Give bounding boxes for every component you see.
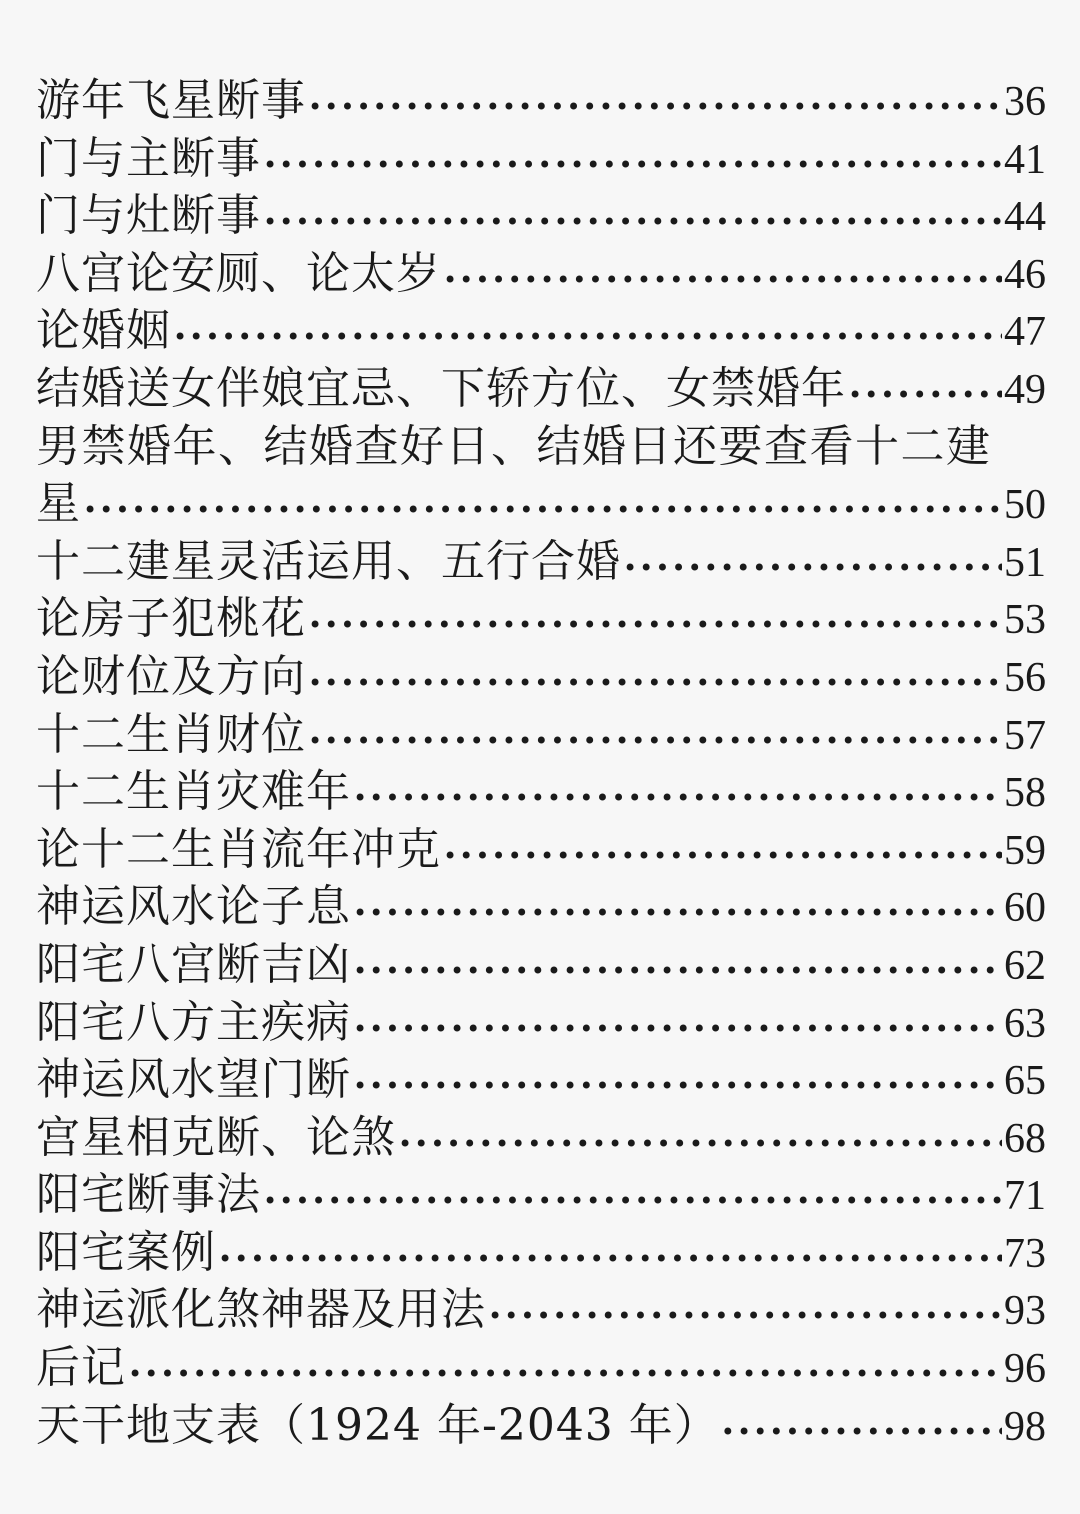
toc-entry xyxy=(36,187,1046,245)
toc-entry-page: 62 xyxy=(1004,942,1046,989)
toc-entry-title: 八宫论安厕、论太岁 xyxy=(36,247,441,299)
toc-entry-title: 结婚送女伴娘宜忌、下轿方位、女禁婚年 xyxy=(36,362,846,414)
toc-entry-page: 41 xyxy=(1004,136,1046,183)
toc-entry xyxy=(36,648,1046,706)
toc-entry-page: 56 xyxy=(1004,654,1046,701)
toc-entry-page: 93 xyxy=(1004,1288,1046,1335)
toc-entry-page: 68 xyxy=(1004,1115,1046,1162)
toc-entry-title: 阳宅断事法 xyxy=(36,1169,261,1221)
toc-entry xyxy=(36,1281,1046,1339)
dot-leader xyxy=(848,367,1002,425)
dot-leader xyxy=(308,713,1002,771)
toc-entry-title: 神运风水论子息 xyxy=(36,881,351,933)
dot-leader xyxy=(353,1001,1002,1059)
dot-leader xyxy=(398,1116,1002,1174)
toc-entry-page: 98 xyxy=(1004,1403,1046,1450)
toc-entry-wrapped-line xyxy=(36,418,1046,476)
toc-entry-page: 47 xyxy=(1004,309,1046,356)
dot-leader xyxy=(308,597,1002,655)
toc-entry-page: 36 xyxy=(1004,79,1046,125)
toc-entry-title: 宫星相克断、论煞 xyxy=(36,1111,396,1163)
toc-entry-page: 49 xyxy=(1004,366,1046,413)
toc-entry-title: 十二建星灵活运用、五行合婚 xyxy=(36,535,621,587)
dot-leader xyxy=(443,828,1002,886)
toc-entry-page: 65 xyxy=(1004,1058,1046,1105)
toc-entry xyxy=(36,245,1046,303)
toc-entry-title: 论婚姻 xyxy=(36,305,171,357)
toc-entry xyxy=(36,130,1046,188)
toc-entry-page: 58 xyxy=(1004,770,1046,817)
toc-entry-title: 论十二生肖流年冲克 xyxy=(36,823,441,875)
toc-entry-title: 论财位及方向 xyxy=(36,650,306,702)
toc-entry xyxy=(36,1166,1046,1224)
toc-entry-title: 阳宅案例 xyxy=(36,1226,216,1278)
toc-entry xyxy=(36,1339,1046,1397)
dot-leader xyxy=(353,943,1002,1001)
toc-entry-page: 63 xyxy=(1004,1000,1046,1047)
toc-entry xyxy=(36,821,1046,879)
dot-leader xyxy=(263,194,1002,252)
toc-entry xyxy=(36,475,1046,533)
toc-entry xyxy=(36,302,1046,360)
toc-entry-title: 阳宅八宫断吉凶 xyxy=(36,938,351,990)
toc-entry xyxy=(36,590,1046,648)
toc-entry-title: 后记 xyxy=(36,1342,126,1394)
toc-entry xyxy=(36,1224,1046,1282)
toc-entry-title: 十二生肖灾难年 xyxy=(36,766,351,818)
dot-leader xyxy=(263,137,1002,195)
toc-entry-title: 游年飞星断事 xyxy=(36,75,306,126)
toc-entry-title: 十二生肖财位 xyxy=(36,708,306,760)
dot-leader xyxy=(173,309,1002,367)
toc-entry-page: 50 xyxy=(1004,482,1046,529)
toc-entry-page: 59 xyxy=(1004,827,1046,874)
toc-entry-page: 60 xyxy=(1004,885,1046,932)
toc-entry-page: 53 xyxy=(1004,597,1046,644)
toc-entry-title: 男禁婚年、结婚查好日、结婚日还要查看十二建 xyxy=(36,420,992,472)
toc-entry-page: 51 xyxy=(1004,539,1046,586)
toc-entry xyxy=(36,706,1046,764)
toc-entry xyxy=(36,1051,1046,1109)
toc-entry-page: 71 xyxy=(1004,1173,1046,1220)
toc-entry-title: 论房子犯桃花 xyxy=(36,593,306,645)
toc-entry xyxy=(36,763,1046,821)
toc-entry-page: 73 xyxy=(1004,1230,1046,1277)
toc-entry xyxy=(36,936,1046,994)
toc-entry xyxy=(36,1109,1046,1167)
dot-leader xyxy=(83,482,1002,540)
toc-entry-page: 57 xyxy=(1004,712,1046,759)
toc-entry-title: 阳宅八方主疾病 xyxy=(36,996,351,1048)
toc-entry-title: 天干地支表（1924 年-2043 年） xyxy=(36,1399,719,1451)
table-of-contents xyxy=(36,72,1046,1454)
dot-leader xyxy=(353,770,1002,828)
toc-entry-title: 门与主断事 xyxy=(36,132,261,184)
toc-entry-page: 44 xyxy=(1004,194,1046,241)
dot-leader xyxy=(623,540,1002,598)
toc-entry xyxy=(36,360,1046,418)
toc-entry-page: 96 xyxy=(1004,1346,1046,1393)
toc-entry-title: 神运派化煞神器及用法 xyxy=(36,1284,486,1336)
toc-entry xyxy=(36,878,1046,936)
dot-leader xyxy=(443,252,1002,310)
dot-leader xyxy=(263,1173,1002,1231)
toc-entry-page: 46 xyxy=(1004,251,1046,298)
dot-leader xyxy=(721,1404,1002,1462)
dot-leader xyxy=(353,885,1002,943)
dot-leader xyxy=(308,79,1002,137)
toc-entry-title-continued: 星 xyxy=(36,478,81,530)
toc-entry xyxy=(36,533,1046,591)
toc-entry xyxy=(36,1397,1046,1455)
toc-entry-title: 门与灶断事 xyxy=(36,190,261,242)
dot-leader xyxy=(308,655,1002,713)
dot-leader xyxy=(218,1231,1002,1289)
toc-entry-title: 神运风水望门断 xyxy=(36,1054,351,1106)
dot-leader xyxy=(128,1346,1002,1404)
toc-entry xyxy=(36,72,1046,130)
dot-leader xyxy=(353,1058,1002,1116)
dot-leader xyxy=(488,1288,1002,1346)
toc-entry xyxy=(36,994,1046,1052)
